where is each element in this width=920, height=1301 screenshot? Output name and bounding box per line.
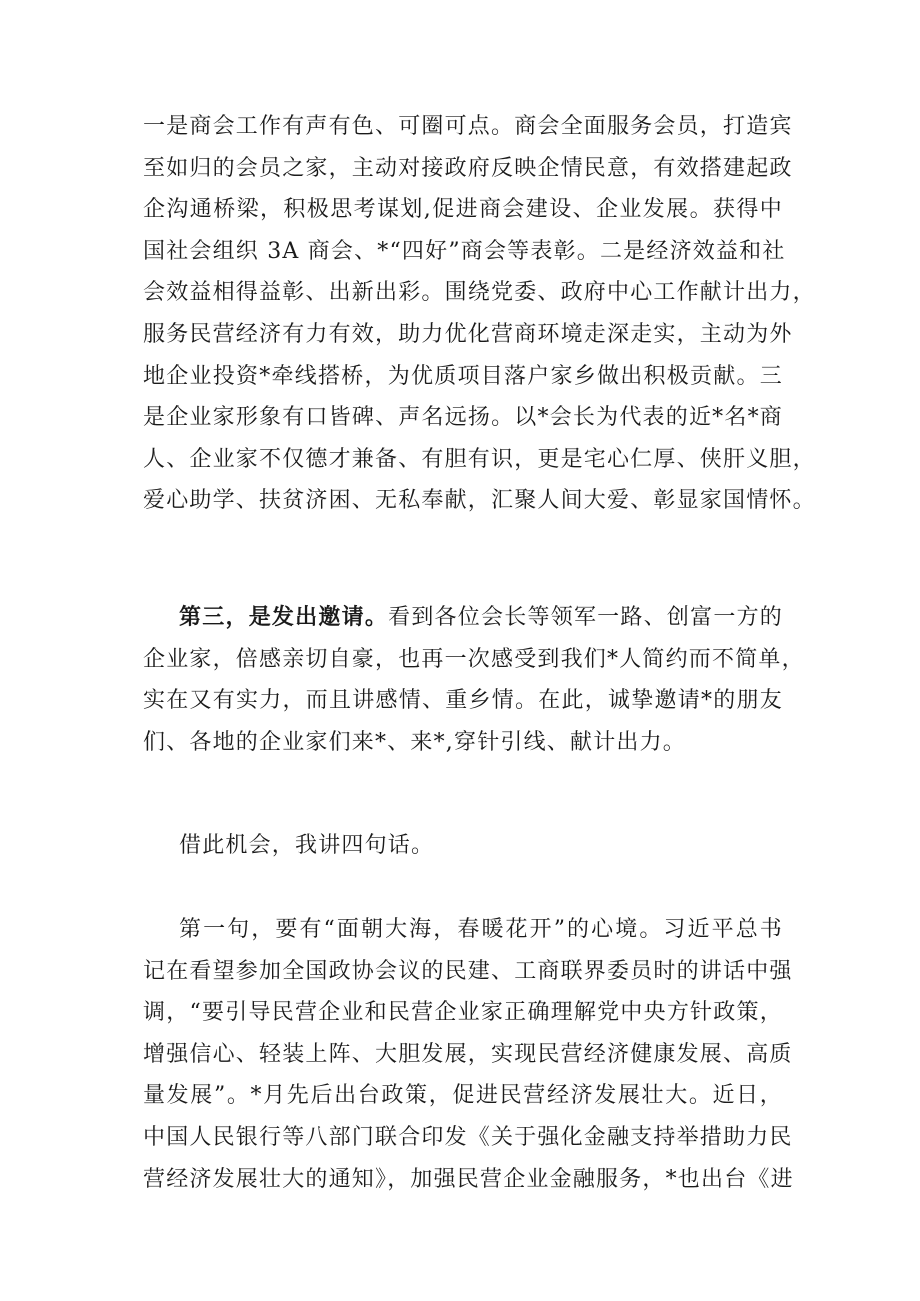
bold-lead-heading: 第三，是发出邀请。 <box>179 604 389 630</box>
text-line: 们、各地的企业家们来*、来*,穿针引线、献计出力。 <box>143 729 686 755</box>
text-line: 企业家，倍感亲切自豪，也再一次感受到我们*人简约而不简单， <box>143 646 805 672</box>
text-line: 记在看望参加全国政协会议的民建、工商联界委员时的讲话中强 <box>143 958 793 984</box>
text-line: 国社会组织 3A 商会、*“四好”商会等表彰。二是经济效益和社 <box>143 238 786 264</box>
text-line: 中国人民银行等八部门联合印发《关于强化金融支持举措助力民 <box>143 1124 793 1150</box>
text-line: 服务民营经济有力有效，助力优化营商环境走深走实，主动为外 <box>143 321 793 347</box>
text-line: 爱心助学、扶贫济困、无私奉献，汇聚人间大爱、彰显家国情怀。 <box>143 488 816 514</box>
text-line: 会效益相得益彰、出新出彩。围绕党委、政府中心工作献计出力， <box>143 280 816 306</box>
text-line: 一是商会工作有声有色、可圈可点。商会全面服务会员，打造宾 <box>143 114 793 139</box>
text-line: 是企业家形象有口皆碑、声名远扬。以*会长为代表的近*名*商 <box>143 405 783 431</box>
paragraph-four-sentences <box>143 825 783 867</box>
text-line: 实在又有实力，而且讲感情、重乡情。在此，诚挚邀请*的朋友 <box>143 688 783 714</box>
text-line: 企沟通桥梁，积极思考谋划,促进商会建设、企业发展。获得中 <box>143 197 783 223</box>
text-line: 人、企业家不仅德才兼备、有胆有识，更是宅心仁厚、侠肝义胆， <box>143 446 816 472</box>
text-line: 调，“要引导民营企业和民营企业家正确理解党中央方针政策， <box>143 1000 783 1026</box>
text-run: 看到各位会长等领军一路、创富一方的 <box>388 605 783 630</box>
text-line: 至如归的会员之家，主动对接政府反映企情民意，有效搭建起政 <box>143 155 793 181</box>
paragraph-achievements <box>143 106 816 522</box>
text-line: 营经济发展壮大的通知》，加强民营企业金融服务，*也出台《进 <box>143 1166 794 1192</box>
paragraph-invitation <box>143 597 805 763</box>
text-line: 增强信心、轻装上阵、大胆发展，实现民营经济健康发展、高质 <box>143 1041 793 1067</box>
text-line: 量发展”。*月先后出台政策，促进民营经济发展壮大。近日， <box>143 1083 783 1109</box>
text-line: 地企业投资*牵线搭桥，为优质项目落户家乡做出积极贡献。三 <box>143 363 783 389</box>
paragraph-first-sentence <box>143 909 794 1200</box>
text-line <box>143 597 783 639</box>
text-line: 借此机会，我讲四句话。 <box>179 833 435 858</box>
text-line: 第一句，要有“面朝大海，春暖花开”的心境。习近平总书 <box>179 917 783 942</box>
